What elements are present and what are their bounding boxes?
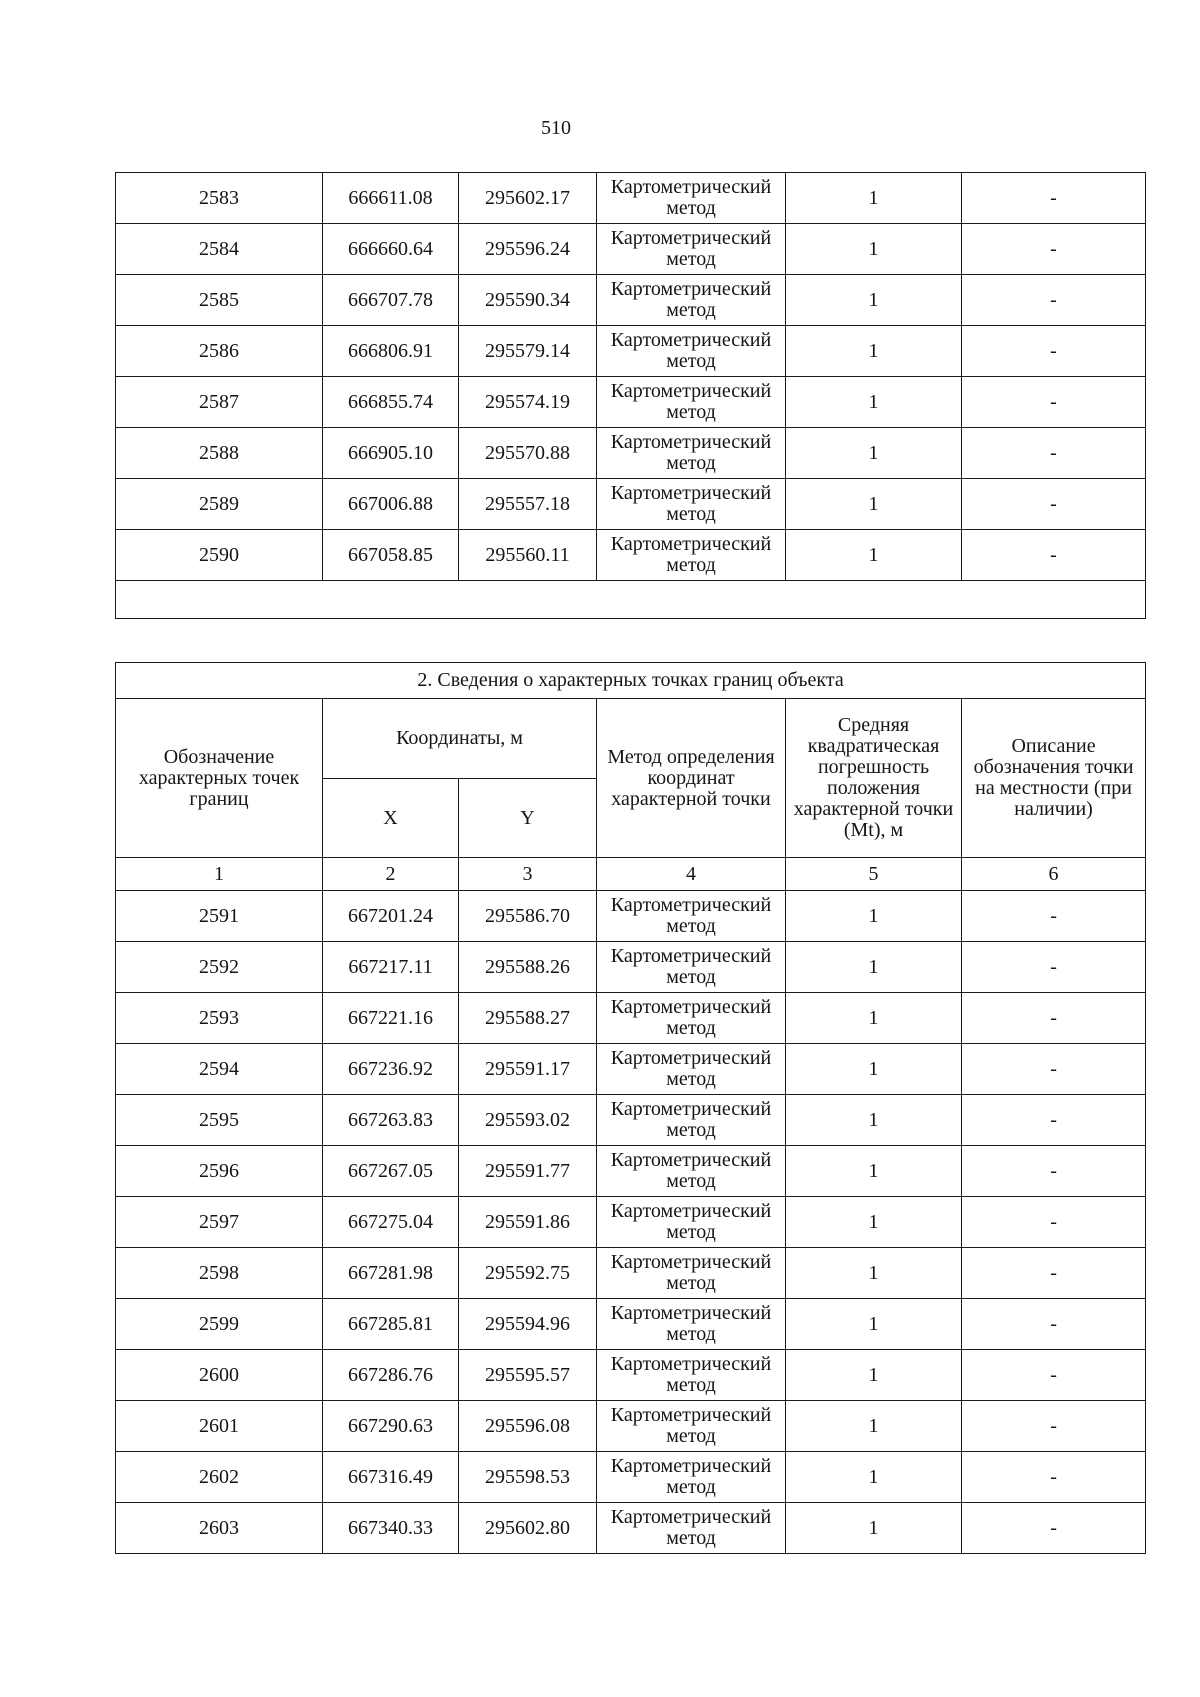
x-coordinate-cell: 667263.83 [323,1095,459,1146]
y-coordinate-cell: 295596.24 [459,224,597,275]
y-coordinate-cell: 295602.80 [459,1503,597,1554]
table-row [116,1044,1146,1095]
method-cell: Картометрический метод [597,173,786,224]
table-row [116,173,1146,224]
y-coordinate-cell: 295598.53 [459,1452,597,1503]
description-cell: - [962,942,1146,993]
x-coordinate-cell: 667201.24 [323,891,459,942]
x-coordinate-cell: 667286.76 [323,1350,459,1401]
accuracy-cell: 1 [786,1401,962,1452]
y-coordinate-cell: 295570.88 [459,428,597,479]
y-coordinate-cell: 295592.75 [459,1248,597,1299]
description-cell: - [962,1146,1146,1197]
table-row [116,1248,1146,1299]
x-coordinate-cell: 667217.11 [323,942,459,993]
table-body [116,173,1146,581]
accuracy-cell: 1 [786,428,962,479]
description-cell: - [962,275,1146,326]
point-id-cell: 2593 [116,993,323,1044]
header-accuracy: Средняя квадратическая погрешность положения характерной точки (Mt), м [786,699,962,858]
column-number-row [116,858,1146,891]
x-coordinate-cell: 667316.49 [323,1452,459,1503]
description-cell: - [962,1248,1146,1299]
header-y: Y [459,779,597,858]
point-id-cell: 2600 [116,1350,323,1401]
point-id-cell: 2602 [116,1452,323,1503]
description-cell: - [962,326,1146,377]
method-cell: Картометрический метод [597,428,786,479]
x-coordinate-cell: 667285.81 [323,1299,459,1350]
method-cell: Картометрический метод [597,1401,786,1452]
x-coordinate-cell: 667281.98 [323,1248,459,1299]
accuracy-cell: 1 [786,891,962,942]
table-row [116,1197,1146,1248]
coordinates-table-continued [115,172,1146,619]
description-cell: - [962,479,1146,530]
method-cell: Картометрический метод [597,1044,786,1095]
point-id-cell: 2601 [116,1401,323,1452]
y-coordinate-cell: 295590.34 [459,275,597,326]
description-cell: - [962,891,1146,942]
empty-cell [116,581,1146,619]
y-coordinate-cell: 295593.02 [459,1095,597,1146]
header-row [116,699,1146,779]
table-row [116,530,1146,581]
method-cell: Картометрический метод [597,1503,786,1554]
accuracy-cell: 1 [786,993,962,1044]
y-coordinate-cell: 295574.19 [459,377,597,428]
x-coordinate-cell: 667267.05 [323,1146,459,1197]
accuracy-cell: 1 [786,1146,962,1197]
accuracy-cell: 1 [786,479,962,530]
accuracy-cell: 1 [786,1299,962,1350]
header-x: X [323,779,459,858]
table-row [116,891,1146,942]
method-cell: Картометрический метод [597,530,786,581]
column-number: 5 [786,858,962,891]
y-coordinate-cell: 295595.57 [459,1350,597,1401]
description-cell: - [962,1401,1146,1452]
y-coordinate-cell: 295588.27 [459,993,597,1044]
description-cell: - [962,1452,1146,1503]
accuracy-cell: 1 [786,942,962,993]
accuracy-cell: 1 [786,1350,962,1401]
y-coordinate-cell: 295557.18 [459,479,597,530]
table-row [116,326,1146,377]
description-cell: - [962,1503,1146,1554]
point-id-cell: 2588 [116,428,323,479]
y-coordinate-cell: 295560.11 [459,530,597,581]
table-row [116,1401,1146,1452]
description-cell: - [962,173,1146,224]
x-coordinate-cell: 667058.85 [323,530,459,581]
y-coordinate-cell: 295602.17 [459,173,597,224]
table-title: 2. Сведения о характерных точках границ объекта [116,663,1146,699]
point-id-cell: 2596 [116,1146,323,1197]
column-number: 4 [597,858,786,891]
table-body [116,891,1146,1554]
header-point-designation: Обозначение характерных точек границ [116,699,323,858]
y-coordinate-cell: 295596.08 [459,1401,597,1452]
accuracy-cell: 1 [786,1044,962,1095]
point-id-cell: 2583 [116,173,323,224]
page-number: 510 [541,117,571,139]
table-row [116,1146,1146,1197]
table-row [116,942,1146,993]
coordinates-table [115,662,1146,1554]
x-coordinate-cell: 666806.91 [323,326,459,377]
y-coordinate-cell: 295588.26 [459,942,597,993]
point-id-cell: 2598 [116,1248,323,1299]
column-number: 2 [323,858,459,891]
method-cell: Картометрический метод [597,891,786,942]
point-id-cell: 2584 [116,224,323,275]
point-id-cell: 2597 [116,1197,323,1248]
empty-row [116,581,1146,619]
accuracy-cell: 1 [786,1197,962,1248]
method-cell: Картометрический метод [597,377,786,428]
x-coordinate-cell: 666905.10 [323,428,459,479]
y-coordinate-cell: 295579.14 [459,326,597,377]
accuracy-cell: 1 [786,1503,962,1554]
description-cell: - [962,530,1146,581]
method-cell: Картометрический метод [597,479,786,530]
table-row [116,428,1146,479]
x-coordinate-cell: 666660.64 [323,224,459,275]
description-cell: - [962,1299,1146,1350]
accuracy-cell: 1 [786,1452,962,1503]
column-number: 3 [459,858,597,891]
table-row [116,377,1146,428]
accuracy-cell: 1 [786,530,962,581]
header-description: Описание обозначения точки на местности (при наличии) [962,699,1146,858]
point-id-cell: 2594 [116,1044,323,1095]
x-coordinate-cell: 667221.16 [323,993,459,1044]
description-cell: - [962,428,1146,479]
x-coordinate-cell: 666855.74 [323,377,459,428]
table-row [116,1350,1146,1401]
description-cell: - [962,224,1146,275]
y-coordinate-cell: 295591.17 [459,1044,597,1095]
point-id-cell: 2590 [116,530,323,581]
table-row [116,275,1146,326]
table-row [116,479,1146,530]
description-cell: - [962,1350,1146,1401]
point-id-cell: 2587 [116,377,323,428]
table-row [116,1452,1146,1503]
table-row [116,224,1146,275]
y-coordinate-cell: 295586.70 [459,891,597,942]
point-id-cell: 2586 [116,326,323,377]
method-cell: Картометрический метод [597,1299,786,1350]
method-cell: Картометрический метод [597,1146,786,1197]
description-cell: - [962,1044,1146,1095]
x-coordinate-cell: 667236.92 [323,1044,459,1095]
column-number: 6 [962,858,1146,891]
table-row [116,1299,1146,1350]
method-cell: Картометрический метод [597,224,786,275]
point-id-cell: 2592 [116,942,323,993]
point-id-cell: 2589 [116,479,323,530]
method-cell: Картометрический метод [597,275,786,326]
x-coordinate-cell: 666707.78 [323,275,459,326]
table-row [116,993,1146,1044]
accuracy-cell: 1 [786,1095,962,1146]
point-id-cell: 2603 [116,1503,323,1554]
title-row [116,663,1146,699]
x-coordinate-cell: 667006.88 [323,479,459,530]
y-coordinate-cell: 295591.86 [459,1197,597,1248]
header-coordinates: Координаты, м [323,699,597,779]
method-cell: Картометрический метод [597,1197,786,1248]
x-coordinate-cell: 666611.08 [323,173,459,224]
accuracy-cell: 1 [786,224,962,275]
accuracy-cell: 1 [786,173,962,224]
method-cell: Картометрический метод [597,1350,786,1401]
y-coordinate-cell: 295594.96 [459,1299,597,1350]
column-number: 1 [116,858,323,891]
description-cell: - [962,377,1146,428]
method-cell: Картометрический метод [597,1248,786,1299]
table-row [116,1503,1146,1554]
y-coordinate-cell: 295591.77 [459,1146,597,1197]
x-coordinate-cell: 667275.04 [323,1197,459,1248]
description-cell: - [962,1197,1146,1248]
x-coordinate-cell: 667290.63 [323,1401,459,1452]
x-coordinate-cell: 667340.33 [323,1503,459,1554]
point-id-cell: 2591 [116,891,323,942]
header-method: Метод определения координат характерной точки [597,699,786,858]
point-id-cell: 2595 [116,1095,323,1146]
description-cell: - [962,1095,1146,1146]
description-cell: - [962,993,1146,1044]
point-id-cell: 2599 [116,1299,323,1350]
method-cell: Картометрический метод [597,942,786,993]
point-id-cell: 2585 [116,275,323,326]
method-cell: Картометрический метод [597,993,786,1044]
accuracy-cell: 1 [786,377,962,428]
accuracy-cell: 1 [786,1248,962,1299]
method-cell: Картометрический метод [597,326,786,377]
method-cell: Картометрический метод [597,1095,786,1146]
accuracy-cell: 1 [786,275,962,326]
table-row [116,1095,1146,1146]
method-cell: Картометрический метод [597,1452,786,1503]
accuracy-cell: 1 [786,326,962,377]
